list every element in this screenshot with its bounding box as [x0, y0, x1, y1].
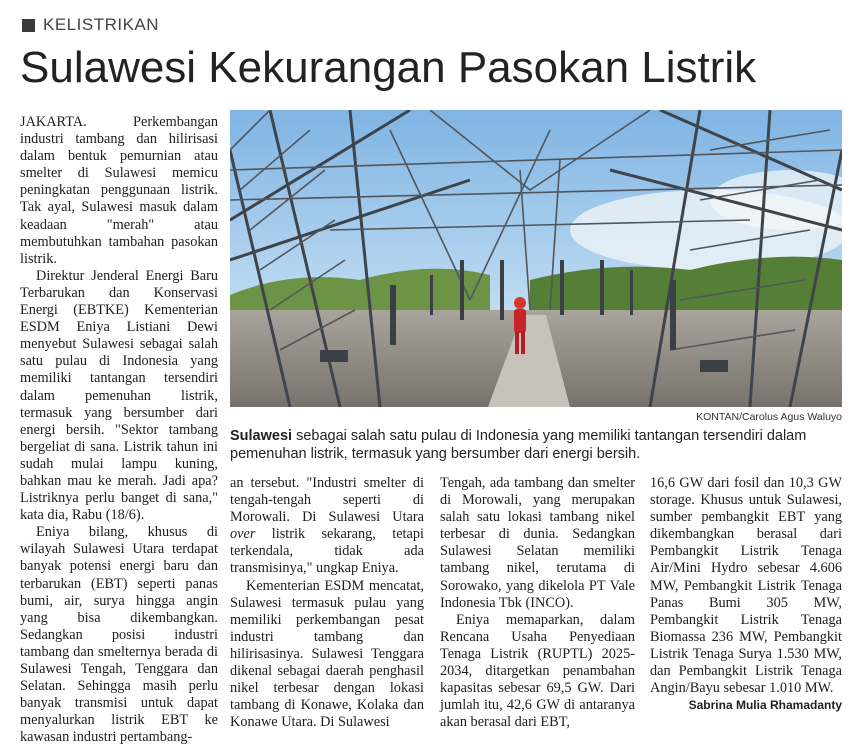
photo-caption	[230, 427, 842, 463]
paragraph: Kementerian ESDM mencatat, Sulawesi termasuk pulau yang memiliki perkembangan pesat industri tambang dan hilirisasinya. Sulawesi Tenggara dikenal sebagai daerah penghasil nikel terbesar dengan lokasi tambang di Konawe, Kolaka dan Konawe Utara. Di Sulawesi	[230, 577, 424, 731]
article-column-3	[440, 475, 635, 731]
headline: Sulawesi Kekurangan Pasokan Listrik	[20, 43, 757, 92]
photo-illustration	[230, 110, 842, 407]
article-column-4	[650, 475, 842, 697]
paragraph: 16,6 GW dari fosil dan 10,3 GW storage. Khusus untuk Sulawesi, sumber pembangkit EBT yang dikembangkan berasal dari Pembangkit Listrik Tenaga Air/Mini Hydro sebesar 4.606 MW, Pembangkit Listrik Tenaga Panas Bumi 305 MW, Pembangkit Listrik Tenaga Biomassa 236 MW, Pembangkit Listrik Tenaga Surya 1.530 MW, dan Pembangkit Listrik Tenaga Angin/Bayu sebesar 1.010 MW.	[650, 475, 842, 697]
photo-credit: KONTAN/Carolus Agus Waluyo	[696, 411, 842, 423]
rubric-square-icon	[22, 19, 35, 32]
caption-lead: Sulawesi	[230, 428, 293, 444]
paragraph: JAKARTA. Perkembangan industri tambang dan hilirisasi dalam bentuk pemurnian atau smelter di Sulawesi memicu peningkatan penggunaan listrik. Tak ayal, Sulawesi masuk dalam keadaan "merah" atau membutuhkan tambahan pasokan listrik.	[20, 114, 218, 267]
paragraph	[230, 475, 424, 578]
paragraph-text: an tersebut. "Industri smelter di tengah-tengah seperti di Morowali. Di Sulawesi Utara	[230, 475, 424, 526]
article-column-2	[230, 475, 424, 731]
paragraph: Eniya memaparkan, dalam Rencana Usaha Penyediaan Tenaga Listrik (RUPTL) 2025-2034, ditargetkan penambahan kapasitas sebesar 69,5 GW. Dari jumlah itu, 42,6 GW di antaranya akan berasal dari EBT,	[440, 611, 635, 731]
paragraph-italic: over	[230, 526, 256, 543]
substation-photo	[230, 110, 842, 407]
caption-text: sebagai salah satu pulau di Indonesia yang memiliki tantangan tersendiri dalam pemenuhan listrik, termasuk yang bersumber dari energi bersih.	[230, 428, 807, 462]
paragraph: Tengah, ada tambang dan smelter di Morowali, yang merupakan salah satu lokasi tambang nikel terbesar di dunia. Sedangkan Sulawesi Selatan memiliki tambang nikel, terutama di Sorowako, yang dikelola PT Vale Indonesia Tbk (INCO).	[440, 475, 635, 611]
byline: Sabrina Mulia Rhamadanty	[688, 698, 842, 712]
paragraph: Direktur Jenderal Energi Baru Terbarukan dan Konservasi Energi (EBTKE) Kementerian ESDM Eniya Listiani Dewi menyebut Sulawesi sebagai salah satu pulau di Indonesia yang memiliki tantangan tersendiri dalam pemenuhan listrik, termasuk yang bersumber dari energi bersih. "Sektor tambang bergeliat di sana. Listrik tahun ini sudah mulai lampu kuning, bahkan mau ke merah. Jadi apa? Listriknya perlu banget di sana," kata dia, Rabu (18/6).	[20, 267, 218, 524]
section-rubric	[22, 14, 159, 36]
paragraph-text: listrik sekarang, tetapi terkendala, tidak ada transmisinya," ungkap Eniya.	[230, 526, 424, 577]
paragraph: Eniya bilang, khusus di wilayah Sulawesi Utara terdapat banyak potensi energi baru dan terbarukan (EBT) seperti panas bumi, air, surya hingga angin yang bisa dikembangkan. Sedangkan posisi industri tambang dan smelternya berada di Sulawesi Tengah, Tenggara dan Selatan. Sehingga masih perlu banyak transmisi untuk dapat menyalurkan listrik EBT ke kawasan industri pertambang-	[20, 524, 218, 746]
article-column-1	[20, 114, 218, 746]
rubric-label: KELISTRIKAN	[43, 15, 160, 34]
